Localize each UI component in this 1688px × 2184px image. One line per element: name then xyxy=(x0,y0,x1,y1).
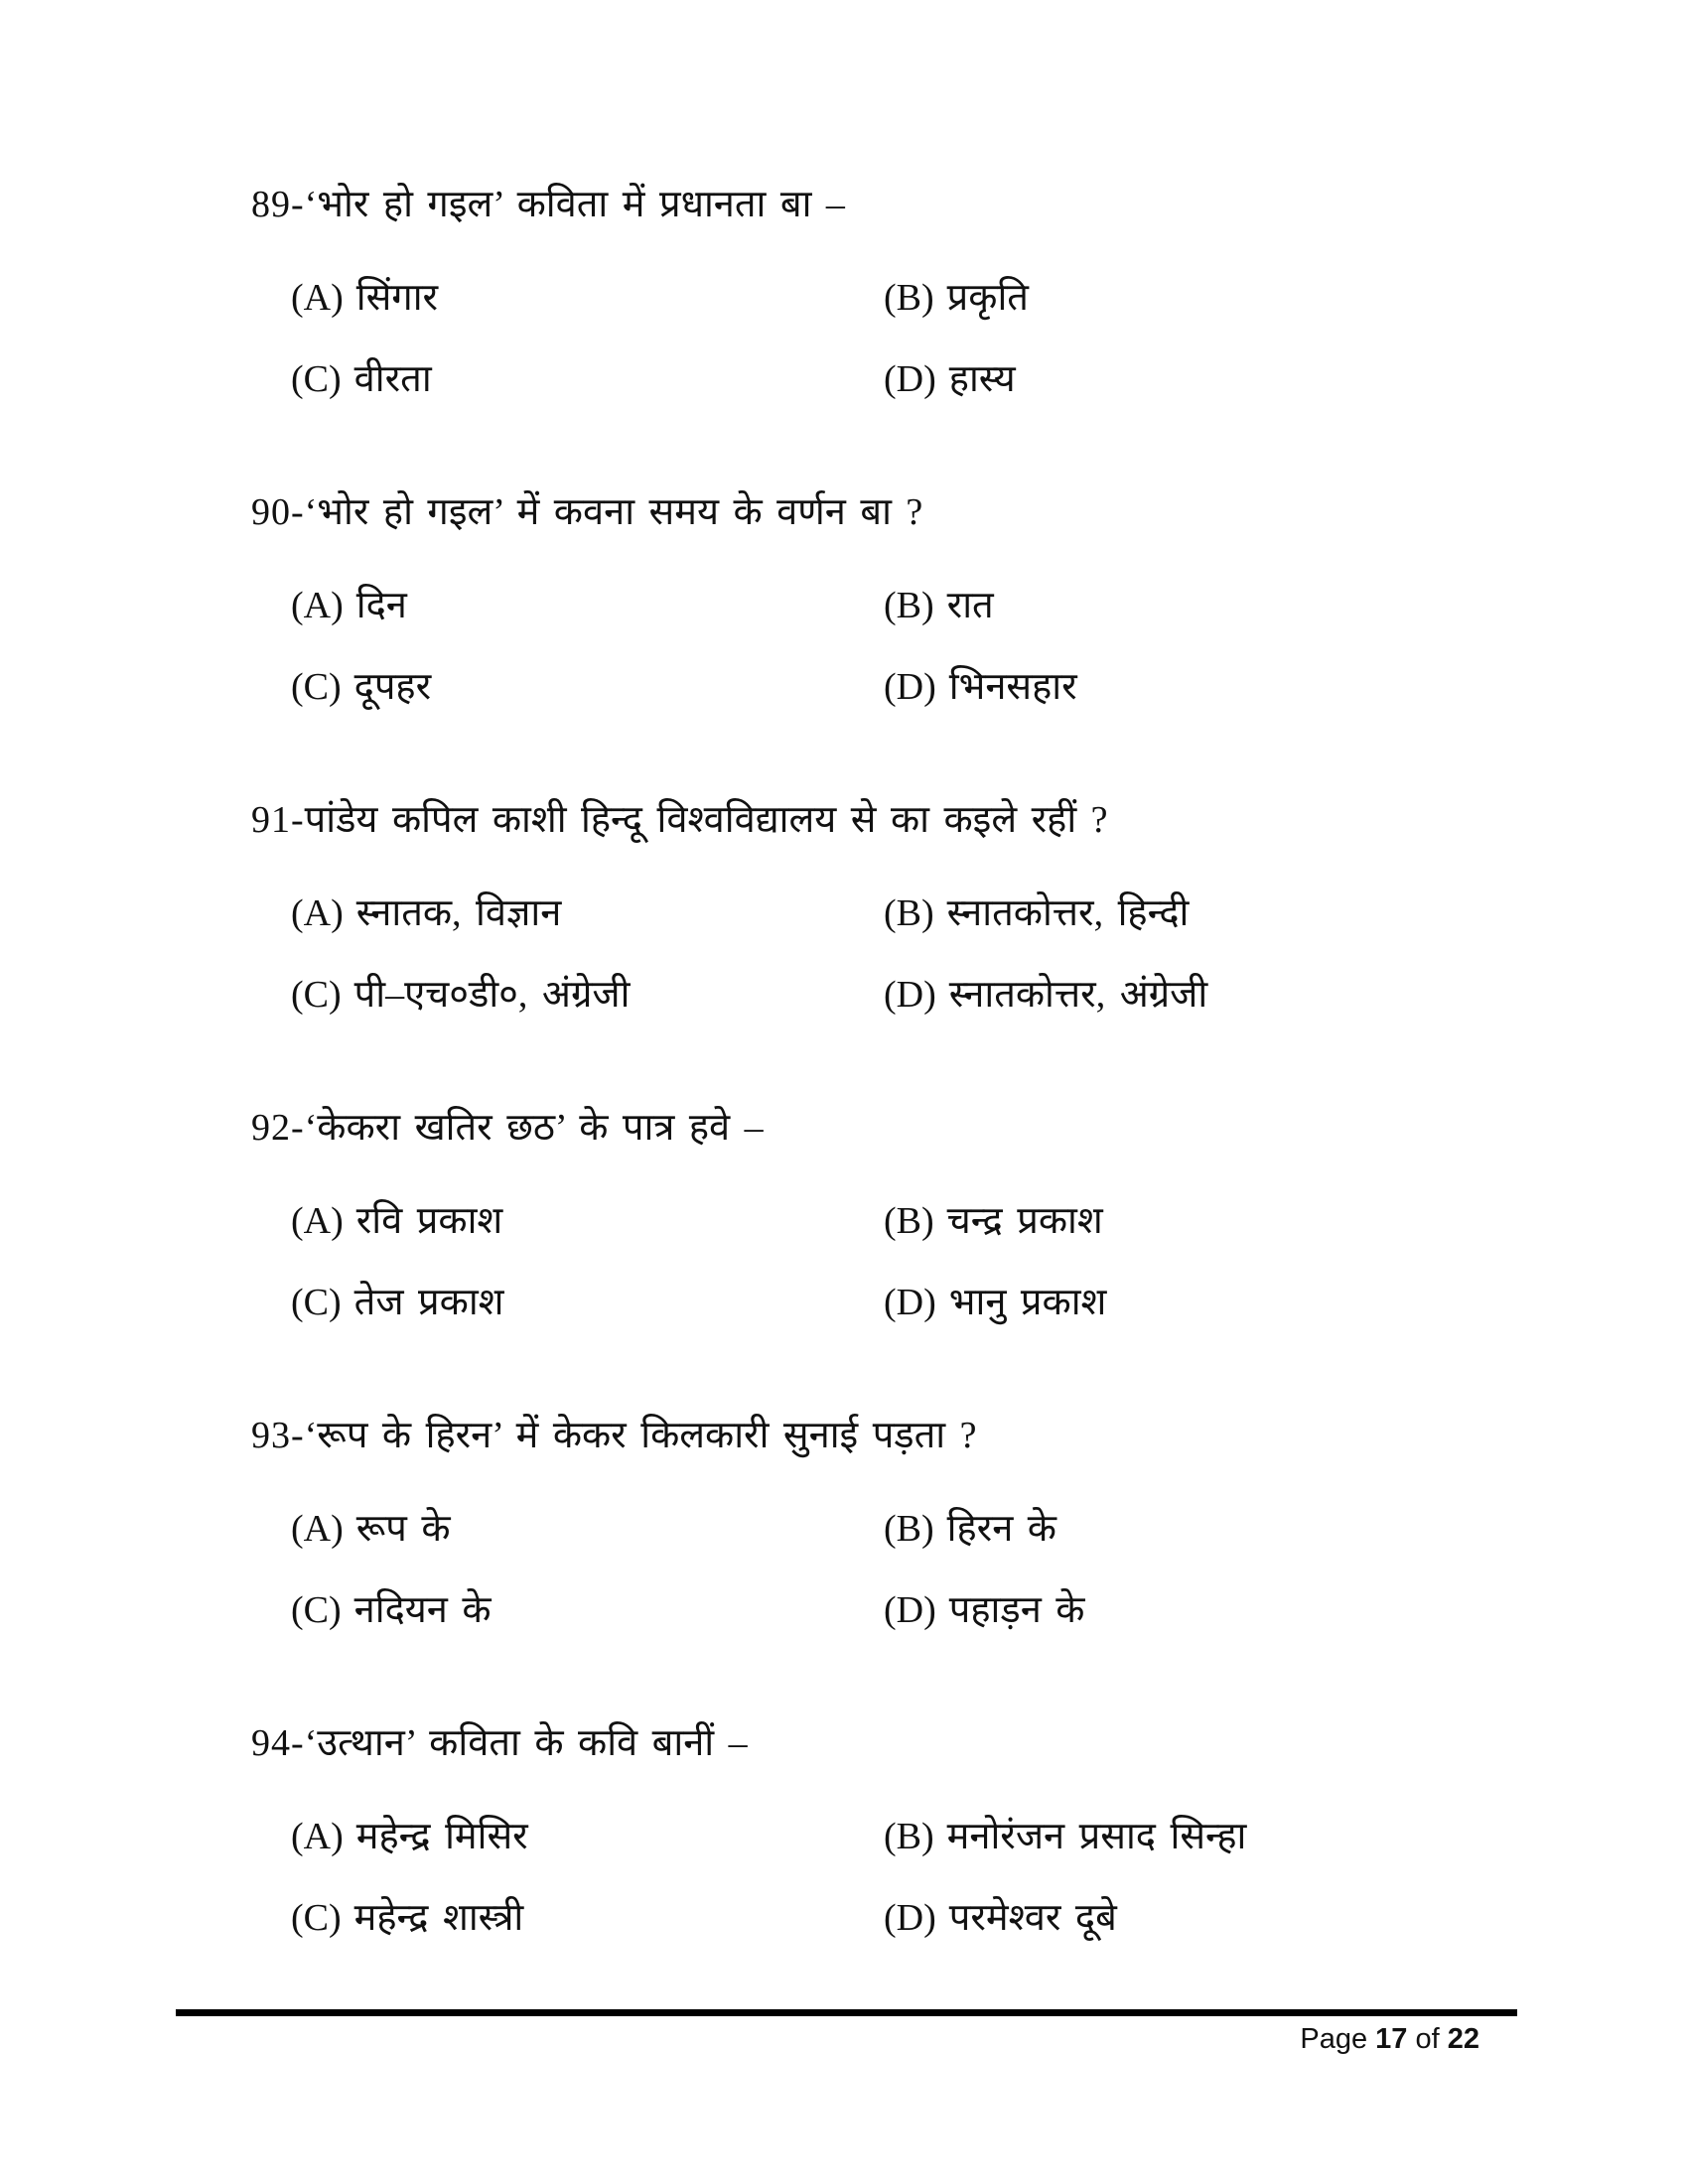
option-row xyxy=(291,1895,1688,1941)
option-row xyxy=(291,1587,1688,1633)
current-page-number: 17 xyxy=(1375,2023,1408,2055)
option-label: (C) xyxy=(291,666,342,708)
option-row xyxy=(291,356,1688,402)
question-text: ‘केकरा खतिर छठ’ के पात्र हवे – xyxy=(304,1107,764,1149)
option-a xyxy=(291,583,884,628)
option-label: (B) xyxy=(884,1816,934,1857)
option-label: (A) xyxy=(291,1200,344,1242)
question-text: ‘भोर हो गइल’ में कवना समय के वर्णन बा ? xyxy=(304,491,923,533)
question-block-93 xyxy=(0,1413,1688,1633)
question-number: 94- xyxy=(251,1722,305,1764)
option-label: (A) xyxy=(291,277,344,319)
option-text: मनोरंजन प्रसाद सिन्हा xyxy=(946,1816,1247,1857)
option-row xyxy=(291,1814,1688,1859)
question-number: 93- xyxy=(251,1415,305,1456)
option-b xyxy=(884,1506,1056,1552)
option-row xyxy=(291,275,1688,321)
option-label: (D) xyxy=(884,1897,936,1939)
question-title xyxy=(251,1720,1688,1766)
footer-divider-rule xyxy=(176,2009,1517,2016)
question-block-91 xyxy=(0,797,1688,1018)
option-c xyxy=(291,1280,884,1325)
total-pages-number: 22 xyxy=(1447,2023,1479,2055)
option-text: स्नातकोत्तर, हिन्दी xyxy=(946,892,1190,934)
option-label: (C) xyxy=(291,1589,342,1631)
question-list xyxy=(0,182,1688,2028)
option-text: महेन्द्र मिसिर xyxy=(355,1816,528,1857)
option-label: (A) xyxy=(291,1508,344,1550)
option-a xyxy=(291,1506,884,1552)
option-text: प्रकृति xyxy=(946,277,1029,319)
option-label: (D) xyxy=(884,1589,936,1631)
option-text: हास्य xyxy=(948,358,1016,400)
question-block-92 xyxy=(0,1105,1688,1325)
option-a xyxy=(291,1814,884,1859)
option-text: पी–एच०डी०, अंग्रेजी xyxy=(353,974,631,1016)
option-c xyxy=(291,972,884,1018)
option-text: भिनसहार xyxy=(948,666,1077,708)
option-d xyxy=(884,356,1016,402)
option-text: परमेश्वर दूबे xyxy=(948,1897,1117,1939)
question-block-89 xyxy=(0,182,1688,402)
option-label: (D) xyxy=(884,974,936,1016)
option-text: भानु प्रकाश xyxy=(948,1282,1107,1323)
option-label: (B) xyxy=(884,585,934,626)
option-d xyxy=(884,1587,1084,1633)
option-row xyxy=(291,1198,1688,1244)
option-text: रूप के xyxy=(355,1508,451,1550)
question-text: पांडेय कपिल काशी हिन्दू विश्वविद्यालय से का कइले रहीं ? xyxy=(304,799,1108,841)
question-block-94 xyxy=(0,1720,1688,1941)
question-text: ‘भोर हो गइल’ कविता में प्रधानता बा – xyxy=(304,184,845,225)
question-text: ‘उत्थान’ कविता के कवि बानीं – xyxy=(304,1722,748,1764)
option-label: (C) xyxy=(291,1282,342,1323)
of-label: of xyxy=(1415,2023,1440,2055)
question-number: 89- xyxy=(251,184,305,225)
option-c xyxy=(291,1587,884,1633)
option-label: (C) xyxy=(291,358,342,400)
option-label: (C) xyxy=(291,1897,342,1939)
option-text: स्नातक, विज्ञान xyxy=(355,892,562,934)
option-a xyxy=(291,1198,884,1244)
option-text: नदियन के xyxy=(353,1589,492,1631)
option-text: चन्द्र प्रकाश xyxy=(946,1200,1103,1242)
option-row xyxy=(291,1280,1688,1325)
option-text: दिन xyxy=(355,585,407,626)
option-row xyxy=(291,583,1688,628)
option-text: सिंगार xyxy=(355,277,439,319)
option-label: (A) xyxy=(291,585,344,626)
option-d xyxy=(884,664,1077,710)
option-c xyxy=(291,664,884,710)
option-text: पहाड़न के xyxy=(948,1589,1085,1631)
option-b xyxy=(884,583,994,628)
question-title xyxy=(251,1105,1688,1151)
option-text: हिरन के xyxy=(946,1508,1056,1550)
question-number: 90- xyxy=(251,491,305,533)
option-row xyxy=(291,1506,1688,1552)
option-a xyxy=(291,275,884,321)
option-text: महेन्द्र शास्त्री xyxy=(353,1897,524,1939)
option-a xyxy=(291,890,884,936)
option-b xyxy=(884,275,1029,321)
option-d xyxy=(884,1895,1117,1941)
option-row xyxy=(291,890,1688,936)
question-block-90 xyxy=(0,489,1688,710)
option-c xyxy=(291,356,884,402)
option-text: रवि प्रकाश xyxy=(355,1200,503,1242)
option-label: (B) xyxy=(884,1508,934,1550)
option-label: (D) xyxy=(884,666,936,708)
option-label: (B) xyxy=(884,892,934,934)
option-label: (A) xyxy=(291,892,344,934)
option-text: वीरता xyxy=(353,358,432,400)
option-b xyxy=(884,890,1189,936)
option-label: (B) xyxy=(884,1200,934,1242)
option-b xyxy=(884,1814,1246,1859)
option-label: (D) xyxy=(884,358,936,400)
option-d xyxy=(884,972,1207,1018)
page-number-footer xyxy=(176,2022,1517,2056)
option-d xyxy=(884,1280,1106,1325)
option-label: (D) xyxy=(884,1282,936,1323)
option-text: दूपहर xyxy=(353,666,432,708)
question-title xyxy=(251,797,1688,843)
option-label: (A) xyxy=(291,1816,344,1857)
option-text: रात xyxy=(946,585,994,626)
option-text: तेज प्रकाश xyxy=(353,1282,504,1323)
option-row xyxy=(291,664,1688,710)
option-label: (B) xyxy=(884,277,934,319)
question-title xyxy=(251,489,1688,535)
question-title xyxy=(251,182,1688,227)
option-row xyxy=(291,972,1688,1018)
option-label: (C) xyxy=(291,974,342,1016)
page-label: Page xyxy=(1300,2023,1368,2055)
option-text: स्नातकोत्तर, अंग्रेजी xyxy=(948,974,1208,1016)
question-text: ‘रूप के हिरन’ में केकर किलकारी सुनाई पड़ता ? xyxy=(304,1415,977,1456)
question-title xyxy=(251,1413,1688,1458)
option-c xyxy=(291,1895,884,1941)
question-number: 91- xyxy=(251,799,305,841)
option-b xyxy=(884,1198,1103,1244)
question-number: 92- xyxy=(251,1107,305,1149)
